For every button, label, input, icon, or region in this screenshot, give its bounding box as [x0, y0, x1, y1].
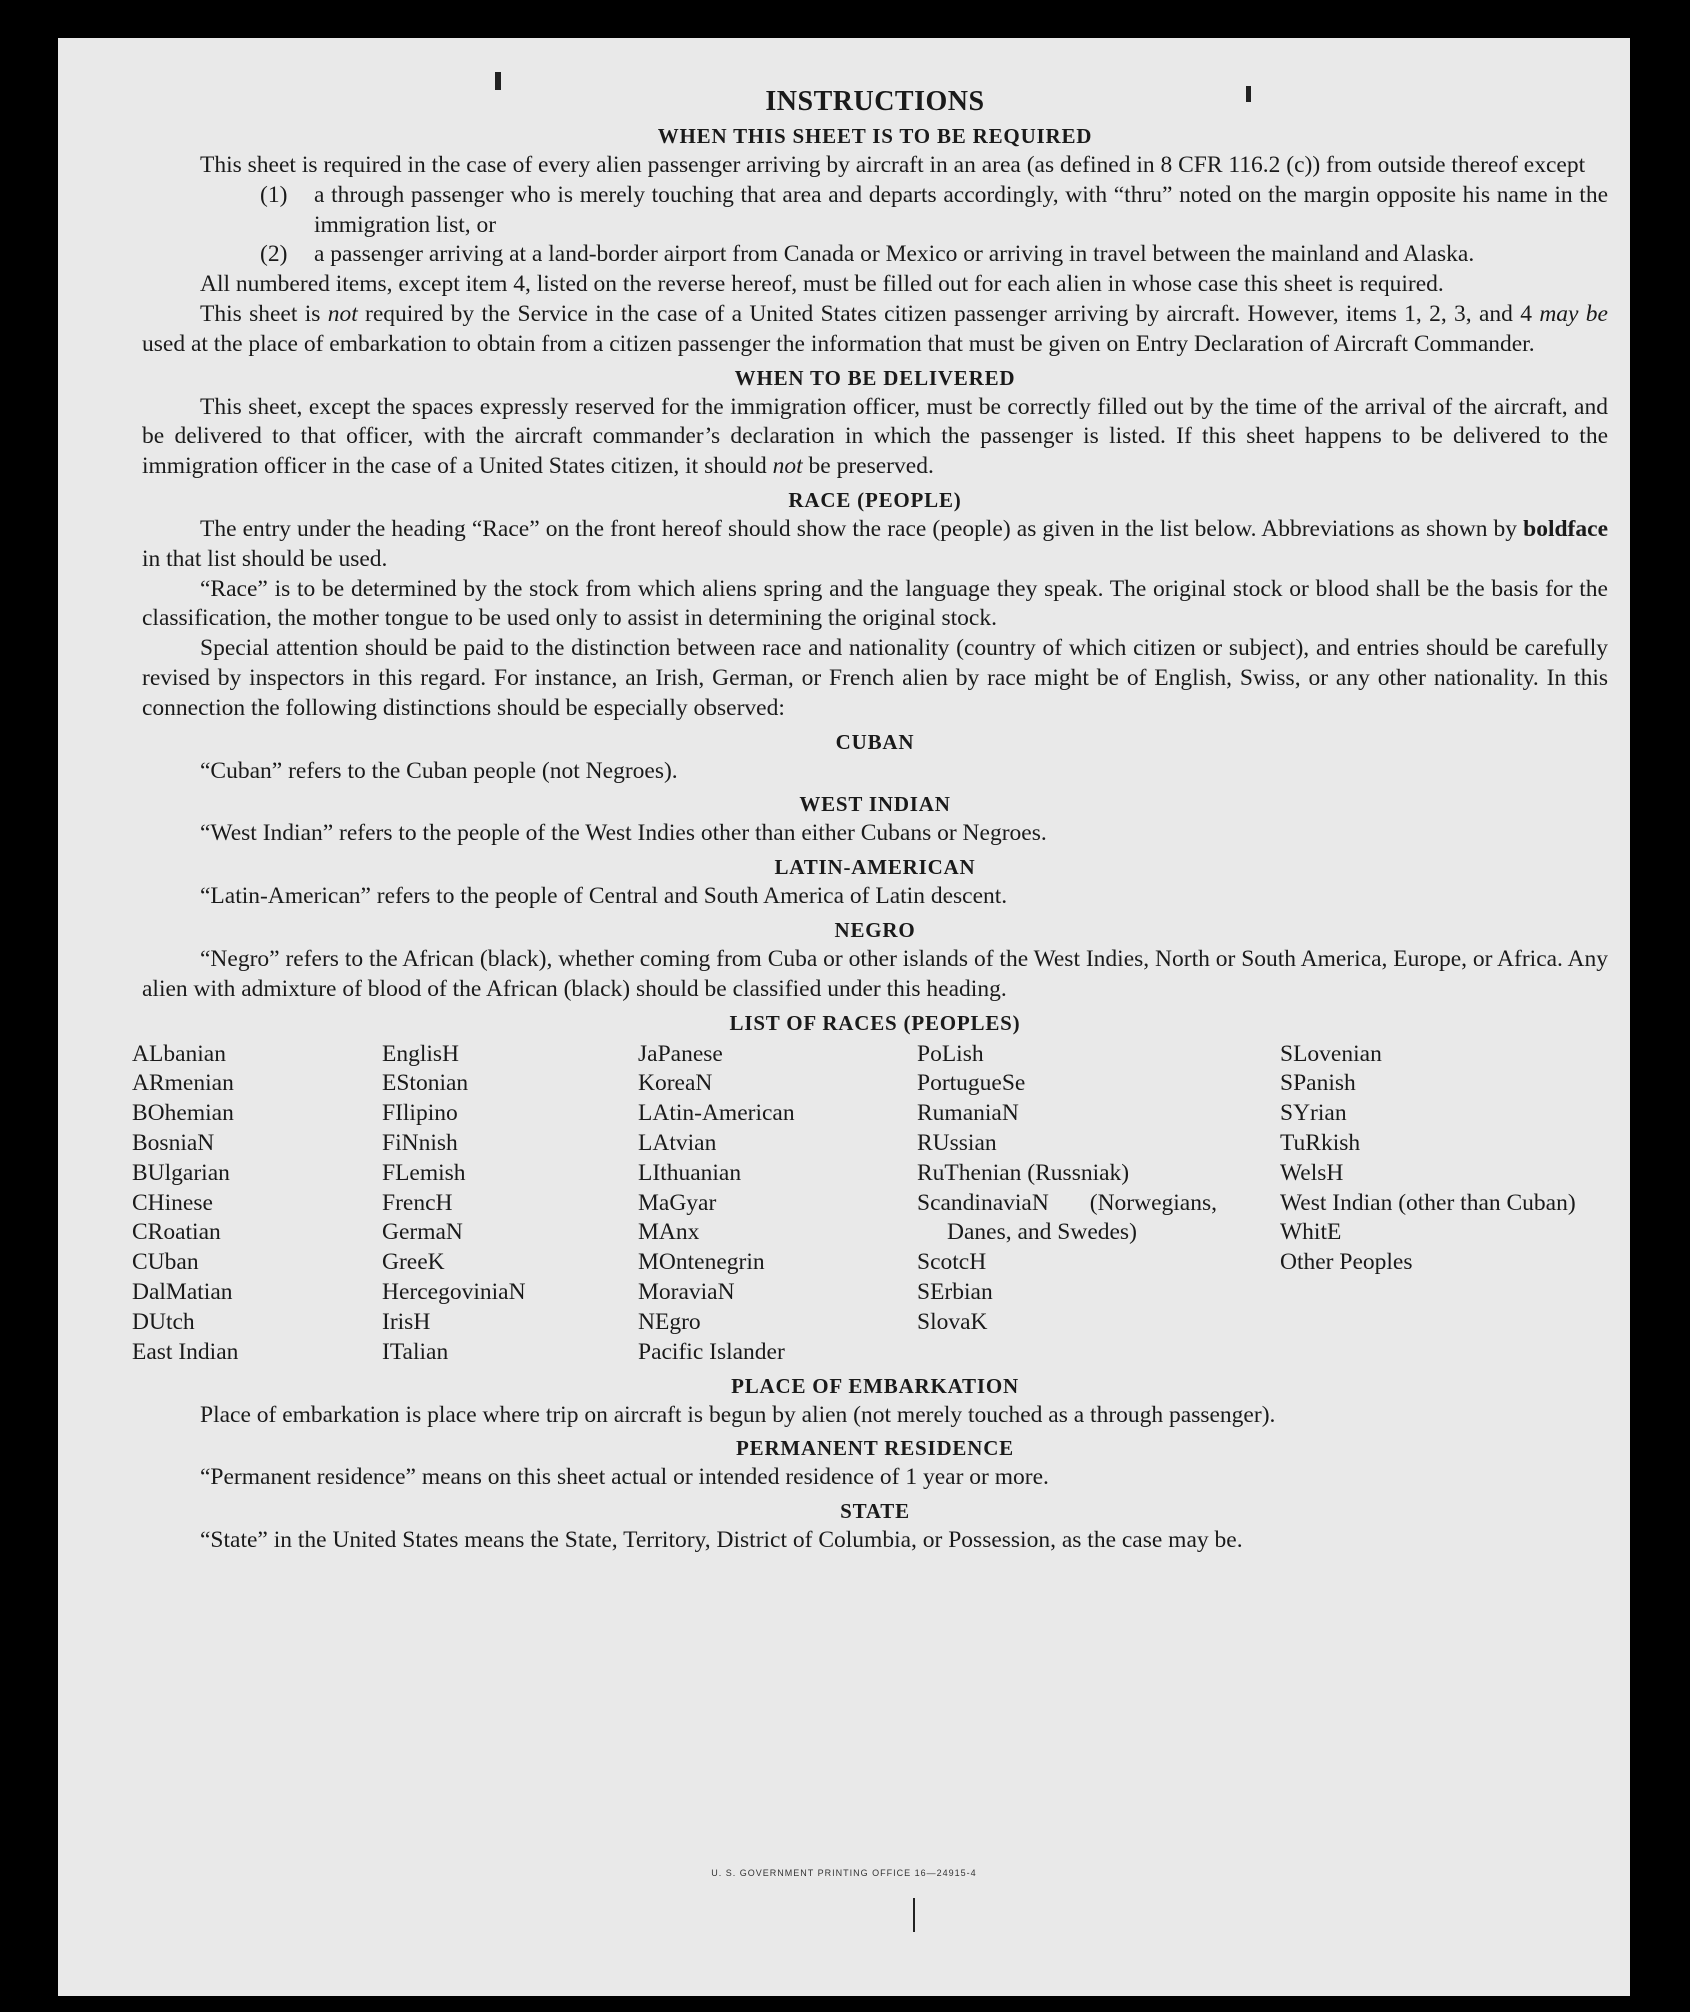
- heading-list-of-races: LIST OF RACES (PEOPLES): [729, 1010, 1021, 1035]
- race-column: [1280, 1040, 1580, 1278]
- race-entry: BUlgarian: [132, 1159, 230, 1186]
- race-list: [132, 1040, 1608, 1368]
- race-entry: SPanish: [1280, 1070, 1356, 1097]
- race-entry: CUban: [132, 1249, 199, 1276]
- paragraph: Special attention should be paid to the distinction between race and nationality (country of which citizen or subject), and entries should be carefully revised by inspectors in this regard. For instance, an Irish, German, or French alien by race might be of English, Swiss, or any other nationality. In this connection the following distinctions should be especially observed:: [142, 635, 1608, 721]
- race-entry: PoLish: [917, 1040, 984, 1067]
- race-entry: MOntenegrin: [638, 1249, 765, 1276]
- race-entry: LAtvian: [638, 1129, 717, 1156]
- race-entry: NEgro: [638, 1308, 701, 1335]
- race-entry: DalMatian: [132, 1278, 233, 1305]
- race-entry: RumaniaN: [917, 1100, 1019, 1127]
- heading-cuban: CUBAN: [835, 729, 915, 754]
- race-entry: TuRkish: [1280, 1129, 1361, 1156]
- race-entry: WhitE: [1280, 1219, 1342, 1246]
- race-entry: EStonian: [382, 1070, 469, 1097]
- heading-when-required: WHEN THIS SHEET IS TO BE REQUIRED: [657, 124, 1093, 148]
- heading-when-delivered: WHEN TO BE DELIVERED: [734, 365, 1016, 390]
- race-entry: SErbian: [917, 1278, 993, 1305]
- race-entry: FLemish: [382, 1159, 466, 1186]
- paragraph: “State” in the United States means the State, Territory, District of Columbia, or Possession, as the case may be.: [200, 1527, 1243, 1554]
- race-entry: ScandinaviaN (Norwegians, Danes, and Swedes): [917, 1189, 1217, 1246]
- race-entry: HercegoviniaN: [382, 1278, 526, 1305]
- race-entry: West Indian (other than Cuban): [1280, 1189, 1576, 1216]
- race-entry: SYrian: [1280, 1100, 1347, 1127]
- race-entry: Other Peoples: [1280, 1249, 1413, 1276]
- race-entry: RuThenian (Russniak): [917, 1159, 1130, 1186]
- race-entry: CHinese: [132, 1189, 213, 1216]
- paragraph: This sheet is not required by the Service in the case of a United States citizen passenger arriving by aircraft. However, items 1, 2, 3, and 4 may be used at the place of embarkation to obtain from a citizen passenger the information that must be given on Entry Declaration of Aircraft Commander.: [142, 300, 1608, 357]
- race-entry: CRoatian: [132, 1219, 221, 1246]
- race-entry: IrisH: [382, 1308, 431, 1335]
- race-column: [638, 1040, 795, 1368]
- race-entry: WelsH: [1280, 1159, 1344, 1186]
- race-entry: GermaN: [382, 1219, 463, 1246]
- document-page: [58, 38, 1630, 1996]
- race-entry: FrencH: [382, 1189, 453, 1216]
- paragraph: “Negro” refers to the African (black), whether coming from Cuba or other islands of the West Indies, North or South America, Europe, or Africa. Any alien with admixture of blood of the African (black) should be classified under this heading.: [142, 945, 1608, 1002]
- page-title: INSTRUCTIONS: [765, 86, 985, 117]
- list-item: (2) a passenger arriving at a land-border airport from Canada or Mexico or arriving in travel between the mainland and Alaska.: [260, 241, 1475, 268]
- heading-latin-american: LATIN-AMERICAN: [774, 855, 976, 880]
- race-entry: BOhemian: [132, 1100, 234, 1127]
- race-entry: Pacific Islander: [638, 1338, 785, 1365]
- heading-state: STATE: [840, 1499, 910, 1524]
- race-column: [382, 1040, 526, 1368]
- paragraph: All numbered items, except item 4, listed on the reverse hereof, must be filled out for each alien in whose case this sheet is required.: [200, 271, 1444, 298]
- race-entry: FIlipino: [382, 1100, 458, 1127]
- race-entry: ARmenian: [132, 1070, 234, 1097]
- race-entry: SLovenian: [1280, 1040, 1382, 1067]
- race-entry: ALbanian: [132, 1040, 226, 1067]
- paragraph: This sheet, except the spaces expressly reserved for the immigration officer, must be correctly filled out by the time of the arrival of the aircraft, and be delivered to that officer, with the aircraft commander’s declaration in which the passenger is listed. If this sheet happens to be delivered to the immigration officer in the case of a United States citizen, it should not be preserved.: [142, 393, 1608, 480]
- document-content: [132, 86, 1608, 1556]
- race-entry: ITalian: [382, 1338, 449, 1365]
- race-entry: DUtch: [132, 1308, 195, 1335]
- heading-residence: PERMANENT RESIDENCE: [736, 1436, 1014, 1461]
- race-entry: MaGyar: [638, 1189, 717, 1216]
- race-entry: ScotcH: [917, 1249, 987, 1276]
- race-entry: East Indian: [132, 1338, 239, 1365]
- heading-negro: NEGRO: [834, 917, 916, 942]
- race-entry: FiNnish: [382, 1129, 458, 1156]
- race-entry: JaPanese: [638, 1040, 723, 1067]
- race-entry: BosniaN: [132, 1129, 215, 1156]
- race-entry: EnglisH: [382, 1040, 460, 1067]
- race-entry: LAtin-American: [638, 1100, 795, 1127]
- race-entry: MAnx: [638, 1219, 700, 1246]
- list-item: (1) a through passenger who is merely touching that area and departs accordingly, with “thru” noted on the margin opposite his name in the immigration list, or: [260, 181, 1608, 238]
- race-entry: LIthuanian: [638, 1159, 742, 1186]
- heading-race: RACE (PEOPLE): [788, 487, 962, 512]
- race-entry: GreeK: [382, 1249, 445, 1276]
- race-entry: SlovaK: [917, 1308, 988, 1335]
- paragraph: Place of embarkation is place where trip on aircraft is begun by alien (not merely touched as a through passenger).: [200, 1401, 1276, 1428]
- paragraph: “Permanent residence” means on this sheet actual or intended residence of 1 year or more.: [200, 1464, 1049, 1491]
- paragraph: “Latin-American” refers to the people of Central and South America of Latin descent.: [200, 883, 1008, 910]
- race-entry: MoraviaN: [638, 1278, 735, 1305]
- race-column: [132, 1040, 238, 1368]
- race-entry: KoreaN: [638, 1070, 713, 1097]
- race-entry: RUssian: [917, 1129, 997, 1156]
- paragraph: “West Indian” refers to the people of the West Indies other than either Cubans or Negroes.: [200, 820, 1047, 847]
- paragraph: This sheet is required in the case of every alien passenger arriving by aircraft in an area (as defined in 8 CFR 116.2 (c)) from outside thereof except: [200, 152, 1586, 178]
- paragraph: “Cuban” refers to the Cuban people (not Negroes).: [200, 757, 678, 784]
- paragraph: “Race” is to be determined by the stock from which aliens spring and the language they speak. The original stock or blood shall be the basis for the classification, the mother tongue to be used only to assist in determining the original stock.: [142, 575, 1608, 632]
- race-column: [917, 1040, 1217, 1338]
- heading-embarkation: PLACE OF EMBARKATION: [731, 1373, 1019, 1398]
- print-mark: [913, 1898, 915, 1932]
- paragraph: The entry under the heading “Race” on the front hereof should show the race (people) as given in the list below. Abbreviations as shown by boldface in that list should be used.: [142, 515, 1608, 572]
- race-entry: PortugueSe: [917, 1070, 1026, 1097]
- heading-west-indian: WEST INDIAN: [799, 792, 951, 817]
- printer-imprint: U. S. GOVERNMENT PRINTING OFFICE 16—24915-4: [711, 1868, 977, 1878]
